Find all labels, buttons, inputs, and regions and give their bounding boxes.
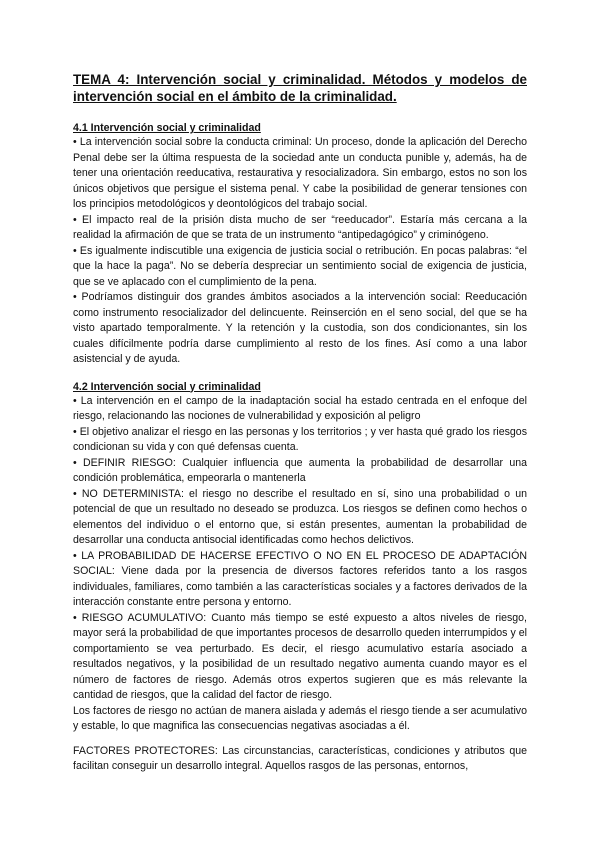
section-4-2-paragraph: • NO DETERMINISTA: el riesgo no describe el resultado en sí, sino una probabilidad o un potencial de que un resultado no deseado se produzca. Los riesgos se definen como hechos o elementos del individuo o el entorno que, si están presentes, aumentan la probabilidad de desarrollar una conducta antisocial identificadas como hechos delictivos. — [73, 487, 527, 546]
section-4-1-paragraph: • El impacto real de la prisión dista mucho de ser “reeducador”. Estaría más cercana a la realidad la afirmación de que se trata de un instrumento “antipedagógico” y criminógeno. — [73, 213, 527, 241]
section-spacer — [73, 368, 527, 381]
section-4-2-paragraph: • La intervención en el campo de la inadaptación social ha estado centrada en el enfoque del riesgo, relacionando las nociones de vulnerabilidad y exposición al peligro — [73, 394, 527, 422]
section-4-2-paragraph: Los factores de riesgo no actúan de manera aislada y además el riesgo tiende a ser acumulativo y estable, lo que magnifica las consecuencias negativas asociadas a él. — [73, 704, 527, 732]
section-4-1-paragraph: • Es igualmente indiscutible una exigencia de justicia social o retribución. En pocas palabras: “el que la hace la paga”. No se debería despreciar un sentimiento social de exigencia de justicia, que se ve aplacado con el cumplimiento de la pena. — [73, 244, 527, 288]
section-4-2 — [73, 381, 527, 735]
document-title: TEMA 4: Intervención social y criminalidad. Métodos y modelos de intervención social en el ámbito de la criminalidad. — [73, 72, 527, 104]
protective-factors-paragraph: FACTORES PROTECTORES: Las circunstancias, características, condiciones y atributos que facilitan conseguir un desarrollo integral. Aquellos rasgos de las personas, entornos, — [73, 744, 527, 772]
section-4-2-paragraph: • El objetivo analizar el riesgo en las personas y los territorios ; y ver hasta qué grado los riesgos condicionan su vida y con qué defensas cuenta. — [73, 425, 527, 453]
section-spacer — [73, 735, 527, 744]
section-4-1-heading: 4.1 Intervención social y criminalidad — [73, 122, 261, 134]
section-4-1 — [73, 122, 527, 368]
section-4-1-paragraph: • Podríamos distinguir dos grandes ámbitos asociados a la intervención social: Reeducación como instrumento resocializador del delincuente. Reinserción en el seno social, del que se ha visto apartado temporalmente. Y la retención y la custodia, son dos condicionantes, sin los cuales difícilmente podría darse cumplimiento al resto de los fines. Así como a una labor asistencial y de ayuda. — [73, 291, 527, 365]
section-4-2-paragraph: • DEFINIR RIESGO: Cualquier influencia que aumenta la probabilidad de desarrollar una condición problemática, empeorarla o mantenerla — [73, 456, 527, 484]
section-4-2-paragraph: • LA PROBABILIDAD DE HACERSE EFECTIVO O NO EN EL PROCESO DE ADAPTACIÓN SOCIAL: Viene dada por la presencia de diversos factores referidos tanto a los rasgos individuales, familiares, como también a las características sociales y a factores derivados de la interacción constante entre persona y entorno. — [73, 549, 527, 608]
protective-factors-section — [73, 744, 527, 775]
document-page — [73, 71, 527, 775]
section-4-2-heading: 4.2 Intervención social y criminalidad — [73, 380, 261, 393]
section-4-2-paragraph: • RIESGO ACUMULATIVO: Cuanto más tiempo se esté expuesto a altos niveles de riesgo, mayor será la probabilidad de que importantes procesos de desarrollo queden interrumpidos y el comportamiento se vea perturbado. Es decir, el riesgo acumulativo estaría asociado a resultados negativos, y la posibilidad de un resultado negativo aumenta cuando mayor es el número de factores de riesgo. Además otros expertos sugieren que es más relevante la cantidad de riesgos, que la calidad del factor de riesgo. — [73, 611, 527, 701]
section-4-1-paragraph: • La intervención social sobre la conducta criminal: Un proceso, donde la aplicación del Derecho Penal debe ser la última respuesta de la sociedad ante un conducta punible y, además, ha de tener una orientación reeducativa, restaurativa y resocializadora. Sin embargo, estos no son los únicos objetivos que persigue el sistema penal. Y cabe la posibilidad de generar tensiones con los principios metodológicos y deontológicos del trabajo social. — [73, 136, 527, 210]
